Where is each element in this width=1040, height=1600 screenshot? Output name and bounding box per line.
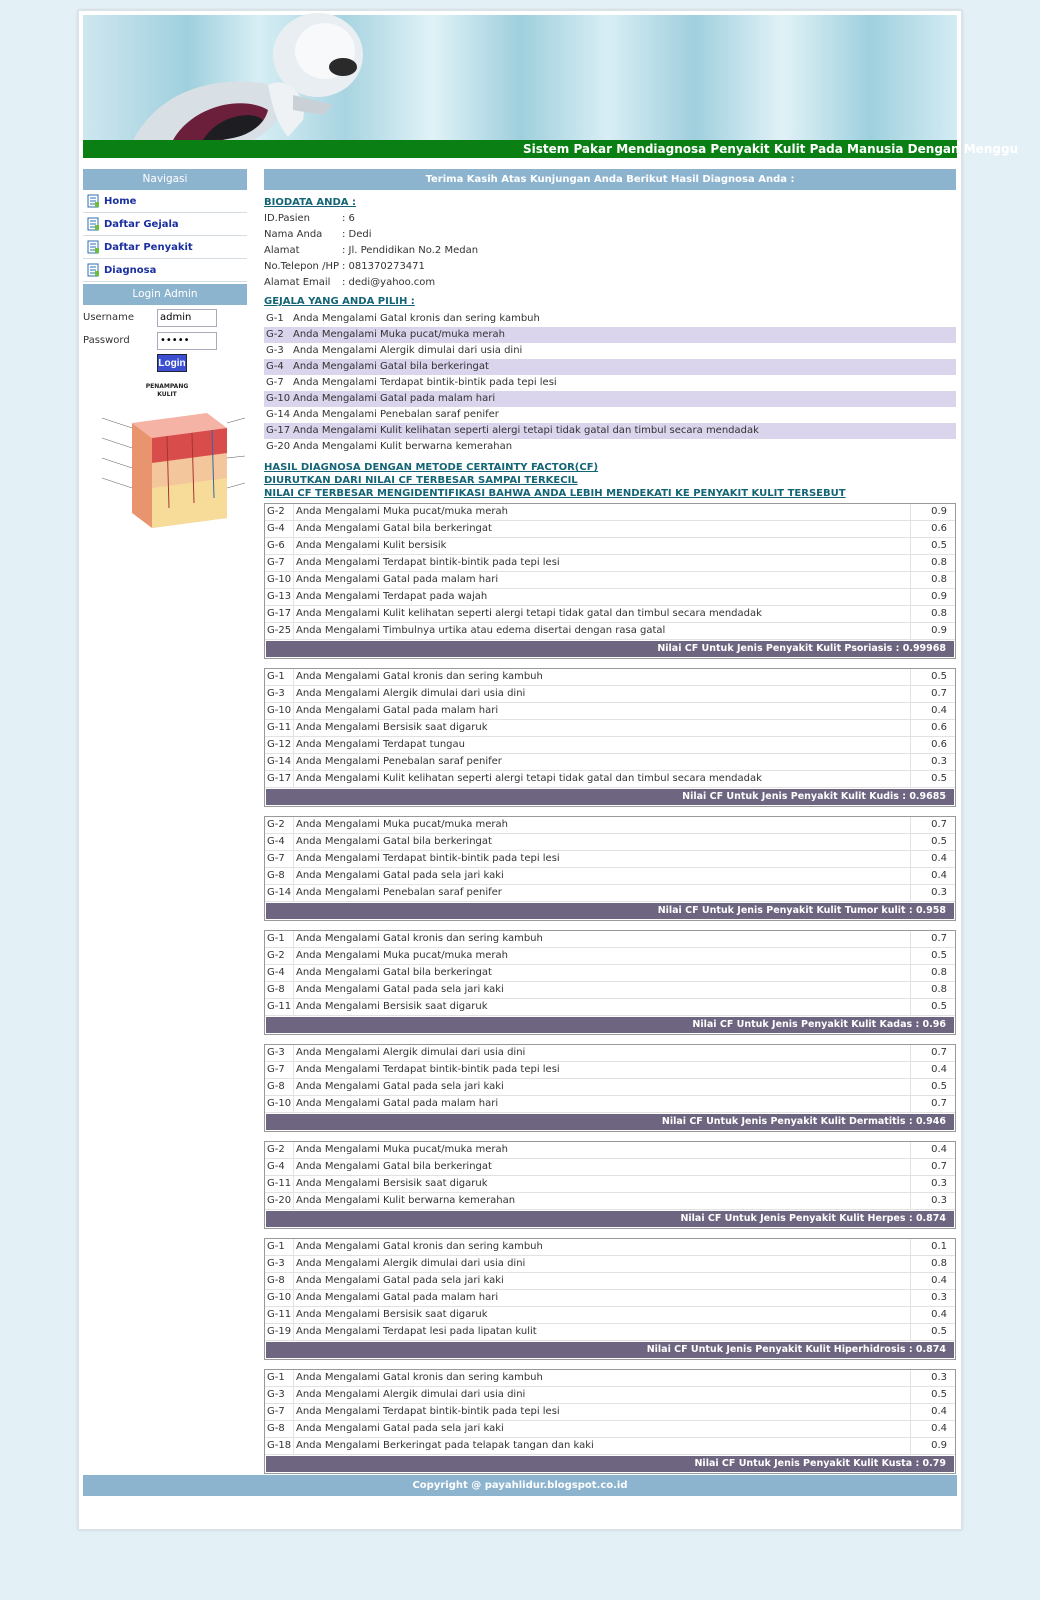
result-code: G-1 [265,669,294,685]
main-title: Terima Kasih Atas Kunjungan Anda Berikut Hasil Diagnosa Anda : [264,169,956,190]
result-code: G-1 [265,931,294,947]
document-icon [87,263,100,277]
result-code: G-3 [265,1387,294,1403]
result-code: G-2 [265,1142,294,1158]
result-cf-value: 0.5 [931,1326,947,1337]
biodata-key: Nama Anda [264,229,323,240]
result-row [265,669,955,686]
result-code: G-10 [265,572,294,588]
result-code: G-2 [265,817,294,833]
result-code: G-11 [265,999,294,1015]
result-code: G-3 [265,686,294,702]
result-desc: Anda Mengalami Bersisik saat digaruk [294,720,911,736]
nav-daftar-penyakit-label: Daftar Penyakit [104,241,193,253]
hasil-title-3: NILAI CF TERBESAR MENGIDENTIFIKASI BAHWA ANDA LEBIH MENDEKATI KE PENYAKIT KULIT TERSEBUT [264,488,846,499]
result-row [265,1324,955,1341]
result-row [265,1159,955,1176]
result-cf-value: 0.4 [931,870,947,881]
gejala-row [264,327,956,343]
result-desc: Anda Mengalami Gatal pada sela jari kaki [294,982,911,998]
login-title: Login Admin [83,284,247,305]
result-cf-value: 0.4 [931,705,947,716]
biodata-list [264,211,956,291]
result-code: G-11 [265,1307,294,1323]
password-label: Password [83,335,130,346]
result-code: G-3 [265,1045,294,1061]
result-desc: Anda Mengalami Gatal pada sela jari kaki [294,868,911,884]
result-code: G-25 [265,623,294,639]
result-desc: Anda Mengalami Kulit berwarna kemerahan [294,1193,911,1209]
page-container [78,10,1019,1530]
result-table [264,1238,956,1360]
result-cf-value: 0.5 [931,671,947,682]
result-desc: Anda Mengalami Terdapat tungau [294,737,911,753]
result-desc: Anda Mengalami Gatal kronis dan sering kambuh [294,1239,911,1255]
result-code: G-1 [265,1239,294,1255]
result-cf-value: 0.3 [931,1292,947,1303]
gejala-desc: Anda Mengalami Kulit kelihatan seperti alergi tetapi tidak gatal dan timbul secara mendadak [293,425,759,436]
result-row [265,817,955,834]
result-code: G-12 [265,737,294,753]
biodata-title: BIODATA ANDA : [264,197,357,208]
results-list [264,503,956,1474]
result-code: G-14 [265,885,294,901]
biodata-row [264,211,956,227]
username-input[interactable] [157,309,217,327]
username-label: Username [83,312,134,323]
nav-daftar-gejala-label: Daftar Gejala [104,218,179,230]
document-icon [87,194,100,208]
result-code: G-19 [265,1324,294,1340]
result-code: G-8 [265,1273,294,1289]
result-row [265,1438,955,1455]
result-code: G-13 [265,589,294,605]
svg-text:KULIT: KULIT [157,391,177,398]
result-row [265,851,955,868]
result-cf-value: 0.3 [931,1178,947,1189]
result-cf-value: 0.8 [931,984,947,995]
result-cf-value: 0.8 [931,1258,947,1269]
result-desc: Anda Mengalami Gatal pada malam hari [294,1290,911,1306]
gejala-desc: Anda Mengalami Alergik dimulai dari usia dini [293,345,523,356]
biodata-row [264,259,956,275]
result-row [265,931,955,948]
result-row [265,572,955,589]
result-desc: Anda Mengalami Gatal bila berkeringat [294,521,911,537]
gejala-code: G-1 [266,313,284,324]
result-desc: Anda Mengalami Alergik dimulai dari usia dini [294,1045,911,1061]
result-desc: Anda Mengalami Alergik dimulai dari usia dini [294,686,911,702]
result-code: G-7 [265,1404,294,1420]
result-desc: Anda Mengalami Penebalan saraf penifer [294,885,911,901]
result-cf-value: 0.7 [931,1098,947,1109]
result-cf-value: 0.4 [931,1275,947,1286]
gejala-desc: Anda Mengalami Muka pucat/muka merah [293,329,505,340]
result-desc: Anda Mengalami Muka pucat/muka merah [294,504,911,520]
gejala-desc: Anda Mengalami Terdapat bintik-bintik pada tepi lesi [293,377,557,388]
result-desc: Anda Mengalami Terdapat lesi pada lipatan kulit [294,1324,911,1340]
result-cf-value: 0.3 [931,756,947,767]
biodata-value: : 6 [342,213,355,224]
result-row [265,686,955,703]
result-code: G-18 [265,1438,294,1454]
result-desc: Anda Mengalami Gatal kronis dan sering kambuh [294,1370,911,1386]
result-desc: Anda Mengalami Gatal bila berkeringat [294,965,911,981]
biodata-value: : 081370273471 [342,261,425,272]
gejala-code: G-17 [266,425,291,436]
gejala-row [264,359,956,375]
result-cf-value: 0.8 [931,574,947,585]
result-code: G-10 [265,1290,294,1306]
result-row [265,538,955,555]
result-row [265,868,955,885]
result-cf-value: 0.7 [931,819,947,830]
result-row [265,623,955,640]
result-desc: Anda Mengalami Penebalan saraf penifer [294,754,911,770]
result-desc: Anda Mengalami Kulit kelihatan seperti alergi tetapi tidak gatal dan timbul secara mendadak [294,606,911,622]
result-row [265,1062,955,1079]
result-cf-value: 0.4 [931,853,947,864]
nav-daftar-penyakit[interactable] [83,236,247,259]
result-table [264,1141,956,1229]
svg-text:PENAMPANG: PENAMPANG [145,383,189,390]
result-code: G-3 [265,1256,294,1272]
result-cf-value: 0.3 [931,887,947,898]
result-desc: Anda Mengalami Terdapat bintik-bintik pada tepi lesi [294,1404,911,1420]
result-desc: Anda Mengalami Kulit bersisik [294,538,911,554]
result-code: G-7 [265,851,294,867]
copyright-text: Copyright @ payahlidur.blogspot.co.id [412,1480,628,1491]
result-cf-value: 0.5 [931,1001,947,1012]
result-total: Nilai CF Untuk Jenis Penyakit Kulit Kudis : 0.9685 [266,789,954,805]
gejala-list [264,311,956,455]
biodata-row [264,243,956,259]
result-cf-value: 0.5 [931,1081,947,1092]
result-cf-value: 0.7 [931,933,947,944]
result-cf-value: 0.3 [931,1195,947,1206]
result-desc: Anda Mengalami Gatal kronis dan sering kambuh [294,669,911,685]
sidebar [83,169,247,541]
footer [83,1475,957,1496]
gejala-row [264,375,956,391]
result-code: G-1 [265,1370,294,1386]
result-desc: Anda Mengalami Bersisik saat digaruk [294,1176,911,1192]
result-cf-value: 0.5 [931,1389,947,1400]
marquee-title [83,140,1019,158]
result-table [264,668,956,807]
result-cf-value: 0.3 [931,1372,947,1383]
result-row [265,606,955,623]
gejala-code: G-7 [266,377,284,388]
nav-home[interactable] [83,190,247,213]
result-code: G-4 [265,521,294,537]
result-cf-value: 0.6 [931,739,947,750]
result-cf-value: 0.6 [931,523,947,534]
login-button[interactable]: Login [157,354,187,372]
result-cf-value: 0.1 [931,1241,947,1252]
skin-cross-section-image [97,378,247,538]
result-desc: Anda Mengalami Muka pucat/muka merah [294,948,911,964]
gejala-code: G-2 [266,329,284,340]
result-cf-value: 0.8 [931,557,947,568]
result-code: G-4 [265,1159,294,1175]
result-total: Nilai CF Untuk Jenis Penyakit Kulit Psoriasis : 0.99968 [266,641,954,657]
marquee-text: Sistem Pakar Mendiagnosa Penyakit Kulit Pada Manusia Dengan Menggu [523,142,1019,156]
result-code: G-8 [265,982,294,998]
result-cf-value: 0.7 [931,1161,947,1172]
result-code: G-4 [265,834,294,850]
result-cf-value: 0.5 [931,950,947,961]
result-cf-value: 0.7 [931,688,947,699]
result-desc: Anda Mengalami Alergik dimulai dari usia dini [294,1256,911,1272]
result-row [265,771,955,788]
document-icon [87,240,100,254]
result-desc: Anda Mengalami Bersisik saat digaruk [294,1307,911,1323]
result-row [265,703,955,720]
nav-title: Navigasi [83,169,247,190]
password-input[interactable] [157,332,217,350]
gejala-code: G-3 [266,345,284,356]
result-row [265,1096,955,1113]
biodata-value: : dedi@yahoo.com [342,277,436,288]
result-desc: Anda Mengalami Gatal pada sela jari kaki [294,1421,911,1437]
result-desc: Anda Mengalami Gatal pada sela jari kaki [294,1079,911,1095]
result-cf-value: 0.4 [931,1423,947,1434]
result-row [265,965,955,982]
gejala-code: G-20 [266,441,291,452]
result-code: G-17 [265,606,294,622]
gejala-row [264,407,956,423]
result-row [265,504,955,521]
result-desc: Anda Mengalami Gatal pada sela jari kaki [294,1273,911,1289]
result-table [264,1044,956,1132]
result-row [265,1142,955,1159]
result-code: G-7 [265,555,294,571]
result-desc: Anda Mengalami Terdapat bintik-bintik pada tepi lesi [294,851,911,867]
result-row [265,754,955,771]
result-cf-value: 0.8 [931,967,947,978]
gejala-code: G-10 [266,393,291,404]
result-row [265,834,955,851]
gejala-row [264,439,956,455]
result-table [264,503,956,659]
result-table [264,930,956,1035]
result-code: G-11 [265,720,294,736]
result-row [265,948,955,965]
result-total: Nilai CF Untuk Jenis Penyakit Kulit Tumor kulit : 0.958 [266,903,954,919]
result-row [265,737,955,754]
hasil-title-2: DIURUTKAN DARI NILAI CF TERBESAR SAMPAI TERKECIL [264,475,578,486]
result-code: G-17 [265,771,294,787]
gejala-code: G-4 [266,361,284,372]
result-row [265,1193,955,1210]
gejala-row [264,311,956,327]
result-desc: Anda Mengalami Timbulnya urtika atau edema disertai dengan rasa gatal [294,623,911,639]
result-total: Nilai CF Untuk Jenis Penyakit Kulit Dermatitis : 0.946 [266,1114,954,1130]
result-desc: Anda Mengalami Kulit kelihatan seperti alergi tetapi tidak gatal dan timbul secara mendadak [294,771,911,787]
result-cf-value: 0.9 [931,591,947,602]
result-code: G-4 [265,965,294,981]
result-code: G-7 [265,1062,294,1078]
biodata-value: : Dedi [342,229,372,240]
gejala-desc: Anda Mengalami Kulit berwarna kemerahan [293,441,513,452]
result-table [264,816,956,921]
nav-diagnosa[interactable] [83,259,247,282]
biodata-key: Alamat Email [264,277,331,288]
result-row [265,1256,955,1273]
result-total: Nilai CF Untuk Jenis Penyakit Kulit Herpes : 0.874 [266,1211,954,1227]
result-code: G-6 [265,538,294,554]
result-desc: Anda Mengalami Muka pucat/muka merah [294,817,911,833]
result-desc: Anda Mengalami Gatal pada malam hari [294,1096,911,1112]
result-row [265,885,955,902]
result-row [265,1290,955,1307]
result-code: G-2 [265,504,294,520]
nav-home-label: Home [104,195,137,207]
result-code: G-14 [265,754,294,770]
result-row [265,1370,955,1387]
result-total: Nilai CF Untuk Jenis Penyakit Kulit Hiperhidrosis : 0.874 [266,1342,954,1358]
gejala-title: GEJALA YANG ANDA PILIH : [264,296,415,307]
result-cf-value: 0.8 [931,608,947,619]
result-code: G-8 [265,1079,294,1095]
result-total: Nilai CF Untuk Jenis Penyakit Kulit Kadas : 0.96 [266,1017,954,1033]
result-cf-value: 0.9 [931,506,947,517]
result-row [265,1079,955,1096]
result-row [265,1176,955,1193]
result-desc: Anda Mengalami Gatal pada malam hari [294,703,911,719]
result-code: G-10 [265,703,294,719]
result-cf-value: 0.9 [931,625,947,636]
document-icon [87,217,100,231]
gejala-desc: Anda Mengalami Gatal bila berkeringat [293,361,489,372]
result-code: G-20 [265,1193,294,1209]
biodata-row [264,227,956,243]
result-code: G-11 [265,1176,294,1192]
robot-illustration [103,15,363,140]
result-cf-value: 0.4 [931,1309,947,1320]
result-cf-value: 0.7 [931,1047,947,1058]
result-desc: Anda Mengalami Gatal bila berkeringat [294,1159,911,1175]
result-row [265,1045,955,1062]
result-desc: Anda Mengalami Terdapat bintik-bintik pada tepi lesi [294,1062,911,1078]
result-row [265,1421,955,1438]
biodata-value: : Jl. Pendidikan No.2 Medan [342,245,479,256]
result-row [265,720,955,737]
main-content [264,169,956,1483]
result-cf-value: 0.5 [931,540,947,551]
result-desc: Anda Mengalami Gatal kronis dan sering kambuh [294,931,911,947]
result-desc: Anda Mengalami Berkeringat pada telapak tangan dan kaki [294,1438,911,1454]
result-cf-value: 0.9 [931,1440,947,1451]
result-table [264,1369,956,1474]
result-cf-value: 0.4 [931,1406,947,1417]
result-desc: Anda Mengalami Alergik dimulai dari usia dini [294,1387,911,1403]
result-row [265,1307,955,1324]
result-row [265,982,955,999]
result-desc: Anda Mengalami Terdapat pada wajah [294,589,911,605]
nav-diagnosa-label: Diagnosa [104,264,157,276]
biodata-row [264,275,956,291]
result-row [265,589,955,606]
biodata-key: ID.Pasien [264,213,311,224]
hasil-title-1: HASIL DIAGNOSA DENGAN METODE CERTAINTY FACTOR(CF) [264,462,599,473]
gejala-desc: Anda Mengalami Gatal kronis dan sering kambuh [293,313,540,324]
password-row [83,330,247,351]
gejala-row [264,391,956,407]
result-row [265,1239,955,1256]
username-row [83,307,247,328]
result-row [265,1273,955,1290]
gejala-desc: Anda Mengalami Penebalan saraf penifer [293,409,499,420]
result-desc: Anda Mengalami Muka pucat/muka merah [294,1142,911,1158]
result-total: Nilai CF Untuk Jenis Penyakit Kulit Kusta : 0.79 [266,1456,954,1472]
gejala-desc: Anda Mengalami Gatal pada malam hari [293,393,496,404]
result-desc: Anda Mengalami Gatal pada malam hari [294,572,911,588]
result-code: G-2 [265,948,294,964]
result-cf-value: 0.4 [931,1064,947,1075]
result-cf-value: 0.4 [931,1144,947,1155]
result-code: G-10 [265,1096,294,1112]
result-code: G-8 [265,868,294,884]
nav-daftar-gejala[interactable] [83,213,247,236]
result-row [265,1387,955,1404]
biodata-key: Alamat [264,245,300,256]
header-banner [83,15,957,140]
result-row [265,555,955,572]
result-row [265,1404,955,1421]
gejala-row [264,423,956,439]
result-desc: Anda Mengalami Bersisik saat digaruk [294,999,911,1015]
result-cf-value: 0.5 [931,773,947,784]
result-row [265,999,955,1016]
result-desc: Anda Mengalami Terdapat bintik-bintik pada tepi lesi [294,555,911,571]
gejala-code: G-14 [266,409,291,420]
result-cf-value: 0.6 [931,722,947,733]
result-desc: Anda Mengalami Gatal bila berkeringat [294,834,911,850]
biodata-key: No.Telepon /HP [264,261,339,272]
gejala-row [264,343,956,359]
result-row [265,521,955,538]
result-cf-value: 0.5 [931,836,947,847]
result-code: G-8 [265,1421,294,1437]
